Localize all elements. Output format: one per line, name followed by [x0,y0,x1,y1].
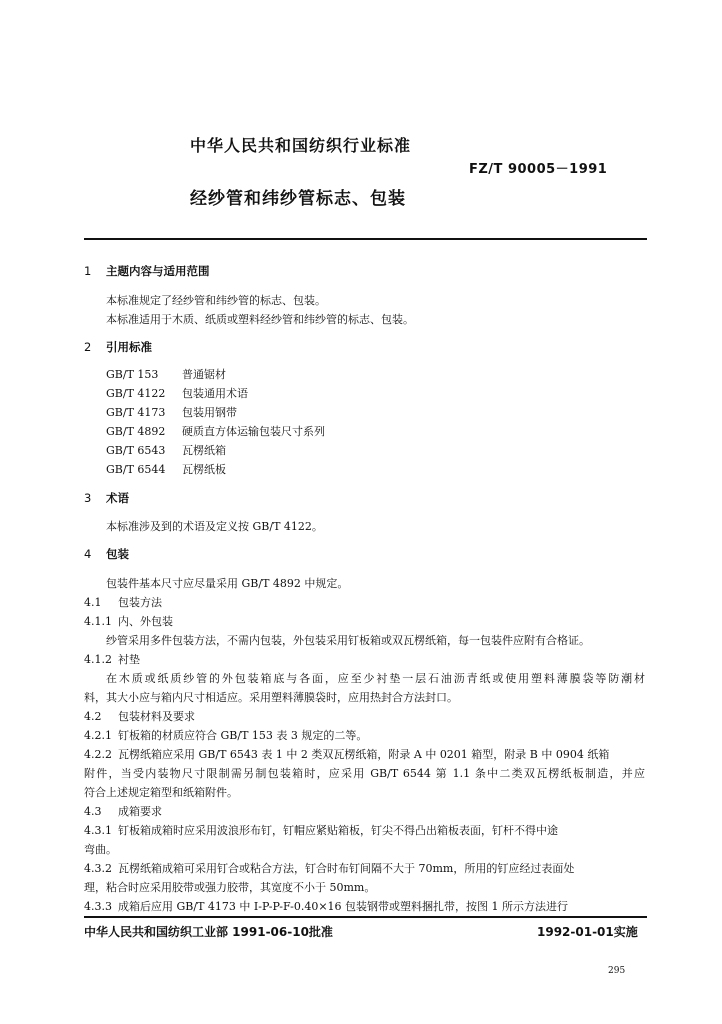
reference-code: GB/T 6543 [106,444,166,457]
paragraph-line: 符合上述规定箱型和纸箱附件。 [84,786,238,799]
reference-item [106,461,226,477]
reference-title: 包装通用术语 [182,387,248,400]
paragraph: 包装件基本尺寸应尽量采用 GB/T 4892 中规定。 [106,577,349,590]
paragraph-line: 理，粘合时应采用胶带或强力胶带，其宽度不小于 50mm。 [84,881,376,894]
section-number: 2 [84,340,92,354]
paragraph: 本标准适用于木质、纸质或塑料经纱管和纬纱管的标志、包装。 [106,313,414,326]
section-title: 术语 [106,491,129,505]
reference-code: GB/T 6544 [106,463,166,476]
footer-divider [84,916,647,918]
subsection-4-2-2 [84,746,645,762]
reference-code: GB/T 153 [106,368,159,381]
section-number: 3 [84,491,92,505]
section-title: 引用标准 [106,340,152,354]
paragraph: 纱管采用多件包装方法，不需内包装，外包装采用钉板箱或双瓦楞纸箱，每一包装件应附有合格证。 [106,634,590,647]
paragraph: 本标准规定了经纱管和纬纱管的标志、包装。 [106,294,326,307]
section-4-heading [84,546,129,562]
subsection-number: 4.3.3 [84,900,112,913]
subsection-number: 4.1 [84,596,102,609]
subsection-4-2-1 [84,727,367,743]
paragraph-line: 瓦楞纸箱成箱可采用钉合或粘合方法，钉合时布钉间隔不大于 70mm，所用的钉应经过表面处 [118,862,575,875]
paragraph-line: 弯曲。 [84,843,117,856]
reference-title: 瓦楞纸板 [182,463,226,476]
reference-title: 硬质直方体运输包装尺寸系列 [182,425,325,438]
subsection-4-3 [84,803,162,819]
paragraph-line: 料，其大小应与箱内尺寸相适应。采用塑料薄膜袋时，应用热封合方法封口。 [84,691,458,704]
paragraph-line: 成箱后应用 GB/T 4173 中 I-P-P-F-0.40×16 包装钢带或塑料捆扎带，按图 1 所示方法进行 [118,900,569,913]
section-title: 主题内容与适用范围 [106,264,210,278]
issuing-organization: 中华人民共和国纺织行业标准 [190,136,412,155]
paragraph-line: 钉板箱成箱时应采用波浪形布钉，钉帽应紧贴箱板，钉尖不得凸出箱板表面，钉杆不得中途 [118,824,558,837]
subsection-title: 包装方法 [118,596,162,609]
header-divider [84,238,647,240]
reference-item [106,442,226,458]
reference-item [106,404,237,420]
reference-title: 瓦楞纸箱 [182,444,226,457]
subsection-4-1 [84,594,162,610]
subsection-title: 衬垫 [118,653,140,666]
section-2-heading [84,339,152,355]
approval-statement: 中华人民共和国纺织工业部 1991-06-10批准 [84,925,333,939]
subsection-4-2 [84,708,195,724]
subsection-number: 4.1.1 [84,615,112,628]
paragraph-line: 瓦楞纸箱应采用 GB/T 6543 表 1 中 2 类双瓦楞纸箱，附录 A 中 0201 箱型，附录 B 中 0904 纸箱 [118,748,610,761]
subsection-number: 4.3.2 [84,862,112,875]
section-1-heading [84,263,210,279]
paragraph: 钉板箱的材质应符合 GB/T 153 表 3 规定的二等。 [118,729,368,742]
reference-code: GB/T 4892 [106,425,166,438]
subsection-number: 4.2.1 [84,729,112,742]
subsection-4-3-2 [84,860,574,876]
reference-item [106,423,325,439]
subsection-4-1-2 [84,651,140,667]
paragraph-line: 附件，当受内装物尺寸限制需另制包装箱时，应采用 GB/T 6544 第 1.1 条中二类双瓦楞纸板制造，并应 [84,767,645,780]
page-number: 295 [608,966,626,976]
reference-code: GB/T 4173 [106,406,166,419]
reference-item [106,385,248,401]
document-title: 经纱管和纬纱管标志、包装 [190,189,406,209]
implementation-date: 1992-01-01实施 [537,925,638,939]
standard-code: FZ/T 90005－1991 [469,162,608,177]
subsection-number: 4.3.1 [84,824,112,837]
paragraph: 本标准涉及到的术语及定义按 GB/T 4122。 [106,520,323,533]
section-number: 4 [84,547,92,561]
reference-title: 普通锯材 [182,368,226,381]
reference-code: GB/T 4122 [106,387,166,400]
subsection-4-1-1 [84,613,173,629]
section-number: 1 [84,264,92,278]
reference-item [106,366,226,382]
subsection-number: 4.1.2 [84,653,112,666]
subsection-4-3-1 [84,822,558,838]
subsection-number: 4.2 [84,710,102,723]
paragraph-line: 在木质或纸质纱管的外包装箱底与各面，应至少衬垫一层石油沥青纸或使用塑料薄膜袋等防潮材 [106,672,645,685]
subsection-title: 成箱要求 [118,805,162,818]
section-title: 包装 [106,547,129,561]
subsection-title: 内、外包装 [118,615,173,628]
subsection-number: 4.2.2 [84,748,112,761]
subsection-number: 4.3 [84,805,102,818]
section-3-heading [84,490,129,506]
subsection-4-3-3 [84,898,568,914]
reference-title: 包装用钢带 [182,406,237,419]
subsection-title: 包装材料及要求 [118,710,195,723]
